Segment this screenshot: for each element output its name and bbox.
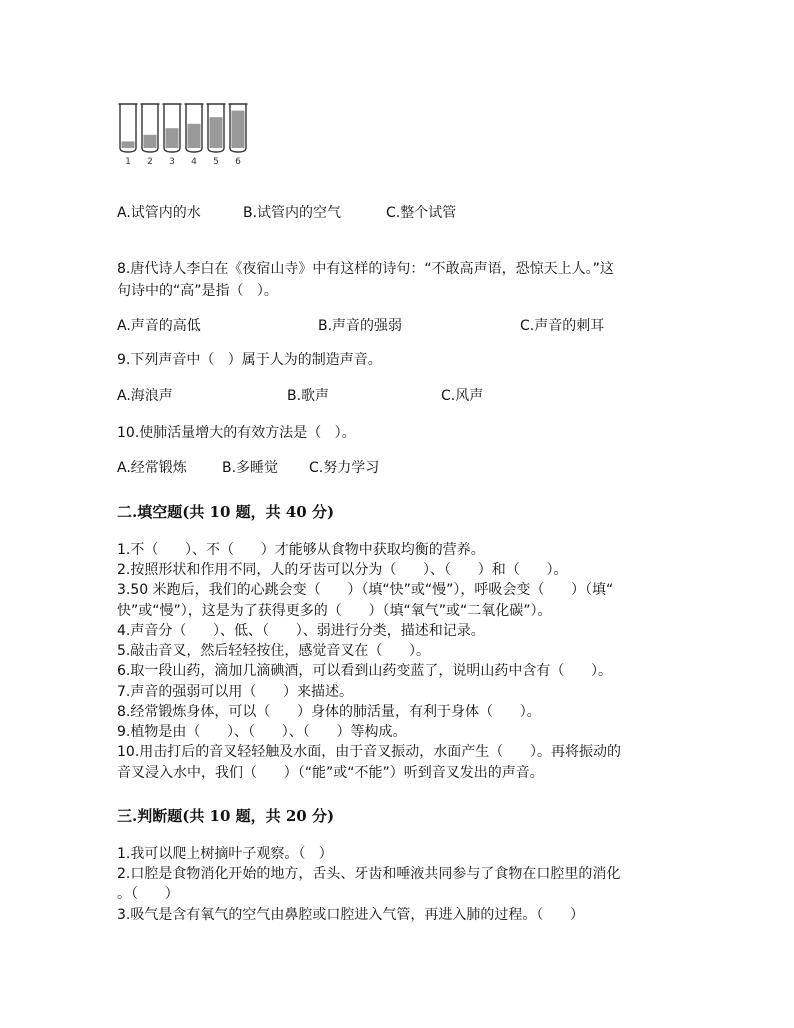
fill-line-3a: 3.50 米跑后，我们的心跳会变（ ）（填“快”或“慢”），呼吸会变（ ）（填“: [117, 582, 614, 598]
q8-option-b: B.声音的强弱: [318, 318, 403, 334]
fill-line-7: 7.声音的强弱可以用（ ）来描述。: [117, 684, 354, 700]
tube-number: 2: [147, 157, 153, 164]
q10-option-c: C.努力学习: [309, 460, 380, 476]
test-tube-4: [185, 104, 204, 164]
fill-line-5: 5.敲击音叉，然后轻轻按住，感觉音叉在（ ）。: [117, 643, 431, 659]
q8-text-line2: 句诗中的“高”是指（ ）。: [117, 283, 278, 299]
section-3-heading: 三.判断题(共 10 题，共 20 分): [117, 807, 335, 825]
judge-line-3: 3.吸气是含有氧气的空气由鼻腔或口腔进入气管，再进入肺的过程。（ ）: [117, 907, 585, 923]
test-tube-2: [141, 104, 160, 164]
water-level: [188, 124, 201, 148]
section-2-heading: 二.填空题(共 10 题，共 40 分): [117, 503, 335, 521]
q7-option-c: C.整个试管: [386, 205, 457, 221]
fill-line-1: 1.不（ ）、不（ ）才能够从食物中获取均衡的营养。: [117, 542, 485, 558]
tube-number: 1: [125, 157, 131, 164]
test-tube-3: [163, 104, 182, 164]
water-level: [210, 117, 223, 148]
fill-line-8: 8.经常锻炼身体，可以（ ）身体的肺活量，有利于身体（ ）。: [117, 704, 541, 720]
water-level: [232, 111, 245, 148]
q8-option-c: C.声音的刺耳: [520, 318, 605, 334]
tube-number: 3: [169, 157, 175, 164]
fill-line-6: 6.取一段山药，滴加几滴碘酒，可以看到山药变蓝了，说明山药中含有（ ）。: [117, 663, 613, 679]
water-level: [122, 141, 135, 148]
q9-option-c: C.风声: [441, 388, 484, 404]
tube-number: 6: [235, 157, 241, 164]
tube-number: 5: [213, 157, 219, 164]
q9-option-b: B.歌声: [287, 388, 330, 404]
tube-number: 4: [191, 157, 197, 164]
q10-option-b: B.多睡觉: [222, 460, 279, 476]
test-tubes-figure: [116, 100, 256, 164]
judge-line-1: 1.我可以爬上树摘叶子观察。（ ）: [117, 846, 333, 862]
fill-line-2: 2.按照形状和作用不同，人的牙齿可以分为（ ）、（ ）和（ ）。: [117, 562, 568, 578]
fill-line-3b: 快”或“慢”），这是为了获得更多的（ ）（填“氧气”或“二氧化碳”）。: [117, 603, 552, 619]
judge-line-2b: 。（ ）: [117, 886, 179, 902]
water-level: [144, 135, 157, 148]
fill-line-9: 9.植物是由（ ）、（ ）、（ ）等构成。: [117, 724, 407, 740]
test-tube-1: [119, 104, 138, 164]
q8-option-a: A.声音的高低: [117, 318, 201, 334]
q9-text: 9.下列声音中（ ）属于人为的制造声音。: [117, 352, 382, 368]
fill-line-10b: 音叉浸入水中，我们（ ）（“能”或“不能”）听到音叉发出的声音。: [117, 765, 544, 781]
judge-line-2a: 2.口腔是食物消化开始的地方，舌头、牙齿和唾液共同参与了食物在口腔里的消化: [117, 866, 621, 882]
q8-text-line1: 8.唐代诗人李白在《夜宿山寺》中有这样的诗句：“不敢高声语，恐惊天上人。”这: [117, 261, 614, 277]
water-level: [166, 128, 179, 148]
fill-line-4: 4.声音分（ ）、低、（ ）、弱进行分类，描述和记录。: [117, 623, 485, 639]
q7-option-b: B.试管内的空气: [243, 205, 342, 221]
q9-option-a: A.海浪声: [117, 388, 173, 404]
q7-option-a: A.试管内的水: [117, 205, 201, 221]
fill-line-10a: 10.用击打后的音叉轻轻触及水面，由于音叉振动，水面产生（ ）。再将振动的: [117, 744, 621, 760]
test-tube-6: [229, 104, 248, 164]
test-tube-5: [207, 104, 226, 164]
q10-text: 10.使肺活量增大的有效方法是（ ）。: [117, 425, 356, 441]
q10-option-a: A.经常锻炼: [117, 460, 187, 476]
